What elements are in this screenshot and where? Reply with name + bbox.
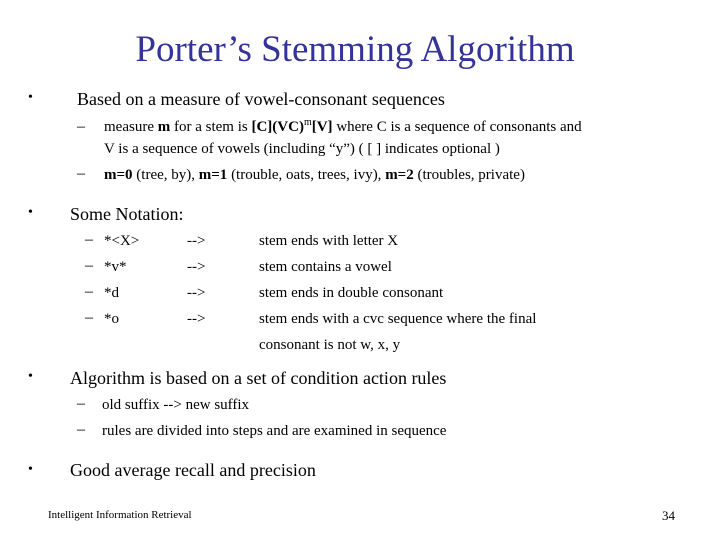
notation-meaning: stem ends with a cvc sequence where the final: [259, 311, 537, 327]
dash-2-1: –: [85, 231, 93, 248]
notation-symbol: *o: [104, 311, 119, 327]
notation-meaning: stem ends with letter X: [259, 233, 399, 249]
measure-examples: m=0 (tree, by), m=1 (trouble, oats, trees, ivy), m=2 (troubles, private): [104, 167, 525, 183]
section-1-text: Based on a measure of vowel-consonant sequences: [77, 89, 445, 109]
notation-meaning: stem contains a vowel: [259, 259, 392, 275]
dash-3-1: –: [77, 395, 85, 412]
notation-arrow: -->: [187, 285, 206, 301]
notation-symbol: *<X>: [104, 233, 140, 249]
notation-arrow: -->: [187, 233, 206, 249]
bullet-4: •: [28, 462, 33, 477]
dash-2-3: –: [85, 283, 93, 300]
notation-arrow: -->: [187, 311, 206, 327]
rule-item: rules are divided into steps and are examined in sequence: [102, 423, 447, 439]
section-2-text: Some Notation:: [70, 204, 184, 224]
bullet-2: •: [28, 205, 33, 220]
notation-meaning: stem ends in double consonant: [259, 285, 444, 301]
dash-2-4: –: [85, 309, 93, 326]
notation-symbol: *d: [104, 285, 119, 301]
measure-definition-line-1: measure m for a stem is [C](VC)$^m$[V] where C is a sequence of consonants and: [104, 117, 582, 135]
dash-3-2: –: [77, 421, 85, 438]
footer-text: Intelligent Information Retrieval: [48, 509, 192, 521]
dash-2-2: –: [85, 257, 93, 274]
measure-definition-line-2: V is a sequence of vowels (including “y”) ( [ ] indicates optional ): [104, 141, 500, 157]
section-4-text: Good average recall and precision: [70, 460, 316, 480]
rule-item: old suffix --> new suffix: [102, 397, 250, 413]
dash-1-2: –: [77, 165, 85, 182]
bullet-3: •: [28, 369, 33, 384]
dash-1-1: –: [77, 118, 85, 135]
page-number: 34: [662, 508, 675, 523]
bullet-1: •: [28, 90, 33, 105]
notation-arrow: -->: [187, 259, 206, 275]
notation-symbol: *v*: [104, 259, 127, 275]
slide-title: Porter’s Stemming Algorithm: [135, 29, 575, 70]
notation-meaning-continued: consonant is not w, x, y: [259, 337, 401, 353]
section-3-text: Algorithm is based on a set of condition action rules: [70, 368, 447, 388]
